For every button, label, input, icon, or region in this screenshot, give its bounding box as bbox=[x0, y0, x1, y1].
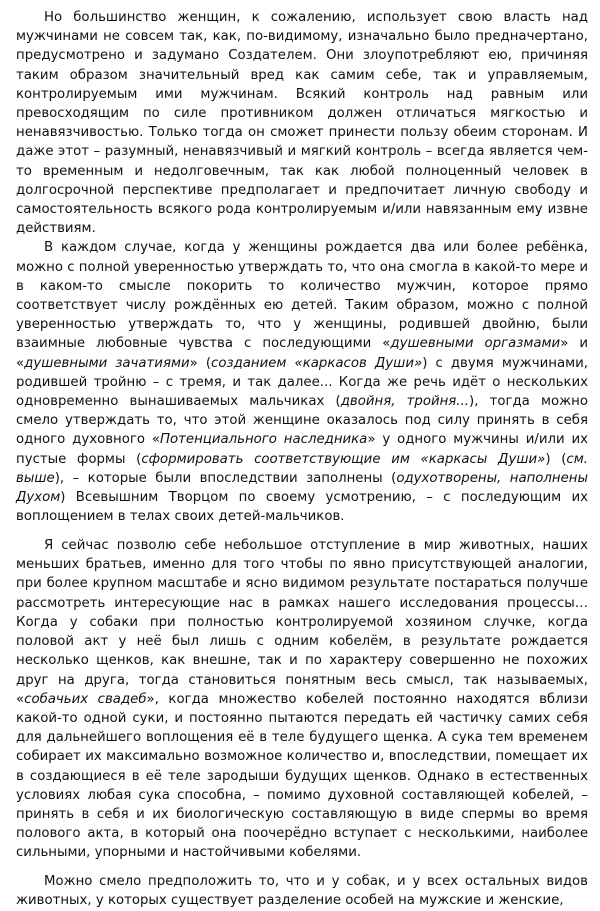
text-run: » и « bbox=[16, 336, 589, 371]
text-run: ), тогда можно смело утверждать то, что этой женщине оказалось под силу принять в себя одного духовного « bbox=[16, 394, 588, 448]
italic-run: душевными зачатиями bbox=[24, 355, 190, 371]
text-run: ) с двумя мужчинами, родившей тройню – с тремя, и так далее... Когда же речь идёт о нескольких одновременно вынашиваемых мальчиках ( bbox=[16, 355, 588, 410]
italic-run: собачьих свадеб bbox=[24, 691, 147, 707]
paragraph-3 bbox=[16, 536, 588, 862]
text-run: » у одного мужчины и/или их пустые формы ( bbox=[16, 432, 588, 467]
document-page bbox=[16, 8, 588, 911]
text-run: ) Всевышним Творцом по своему усмотрению, – с последующим их воплощением в телах своих детей-мальчиков. bbox=[16, 490, 588, 525]
italic-run: созданием «каркасов Души» bbox=[211, 355, 423, 371]
paragraph-1 bbox=[16, 8, 588, 238]
text-run: ), – которые были впоследствии заполнены ( bbox=[54, 470, 397, 486]
text-run: » ( bbox=[189, 355, 212, 371]
italic-run: сформировать соответствующие им «каркасы Души» bbox=[141, 451, 546, 467]
italic-run: Потенциального наследника bbox=[160, 432, 368, 448]
text-run: Но большинство женщин, к сожалению, использует свою власть над мужчинами не совсем так, как, по-видимому, изначально было предначертано, предусмотрено и задумано Создателем. Они злоупотребляют ею, причиняя таким образом значительный вред как самим себе, так и управляемым, контролируемым ими мужчинам. Всякий контроль над равным или превосходящим по силе противником должен отличаться мягкостью и ненавязчивостью. Только тогда он сможет принести пользу обеим сторонам. И даже этот – разумный, ненавязчивый и мягкий контроль – всегда является чем-то временным и недолговечным, так как любой полноценный человек в долгосрочной перспективе предполагает и предпочитает личную свободу и самостоятельность всякого рода контролируемым и/или навязанным ему извне действиям. bbox=[16, 10, 588, 237]
italic-run: одухотворены, наполнены Духом bbox=[16, 470, 588, 506]
text-run: В каждом случае, когда у женщины рождается два или более ребёнка, можно с полной уверенностью утверждать то, что она смогла в какой-то мере и в каком-то смысле покорить то количество мужчин, которое прямо соответствует числу рождённых ею детей. Таким образом, можно с полной уверенностью утверждать то, что у женщины, родившей двойню, были взаимные любовные чувства с последующими « bbox=[16, 240, 588, 352]
paragraph-2 bbox=[16, 238, 588, 526]
italic-run: душевными оргазмами bbox=[390, 336, 561, 352]
text-run: Я сейчас позволю себе небольшое отступление в мир животных, наших меньших братьев, именно для того чтобы по явно присутствующей аналогии, при более крупном масштабе и ясно видимом результате постараться получше рассмотреть интересующие нас в рамках нашего исследования процессы… Когда у собаки при полностью контролируемой хозяином случке, когда половой акт у неё был лишь с одним кобелём, в результате рождается несколько щенков, как внешне, так и по характеру совершенно не похожих друг на друга, тогда становиться понятным весь смысл, так называемых, « bbox=[16, 538, 588, 707]
paragraph-4 bbox=[16, 872, 588, 910]
italic-run: см. выше bbox=[16, 451, 588, 486]
text-run: Можно смело предположить то, что и у собак, и у всех остальных видов животных, у которых существует разделение особей на мужские и женские, bbox=[16, 874, 588, 909]
italic-run: двойня, тройня... bbox=[340, 394, 469, 410]
text-run: », когда множество кобелей постоянно находятся вблизи какой-то одной суки, и постоянно пытаются передать ей частичку самих себя для дальнейшего воплощения её в теле будущего щенка. А сука тем временем собирает их максимально возможное количество и, впоследствии, помещает их в создающиеся в её теле зародыши будущих щенков. Однако в естественных условиях любая сука способна, – помимо духовной составляющей кобелей, – принять в себя и их биологическую составляющую в виде спермы во время полового акта, в который она поочерёдно вступает с несколькими, наиболее сильными, упорными и настойчивыми кобелями. bbox=[16, 691, 588, 861]
text-run: ) ( bbox=[545, 451, 567, 467]
